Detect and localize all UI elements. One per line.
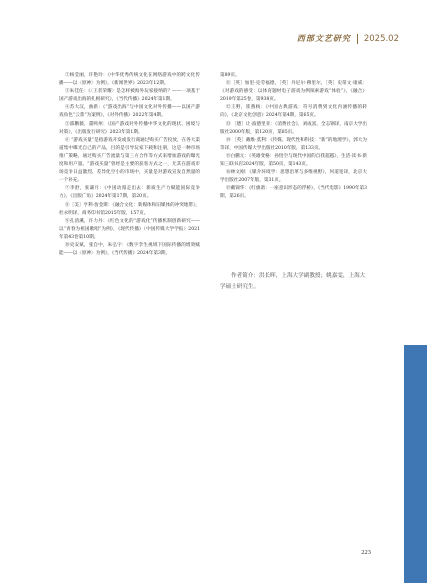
side-color-bar [404, 345, 427, 583]
reference-item: ⑫王野，崔燕杨：《中国古典游戏：符号消费到文化内涵传播的转向》，《北京文化创意》2024年第4期，第65页。 [220, 105, 367, 119]
reference-item: ⑤邵鹏薇，董鸣州：《国产游戏对外传播中华文化的现状、困境与对策》，《出版发行研究》2023年第1期。 [59, 121, 200, 135]
reference-item: ⑨孔清溪，许力丹：《红色文化的“游戏化”传播机制创新研究——以“青春为祖国歌唱”为例》，《现代传播》（中国传媒大学学报）2021年第43卷第10期。 [59, 218, 200, 240]
reference-item: ⑥ “游戏买量”是指游戏开发或发行商通过购买广告投放，在各大渠道集中曝光自己的产品，目的是引导玩家下载和注册，这是一种市场推广策略，通过购买广告流量与第三方合作等方式来增加游戏的曝光度和用户量。“游戏买量”曾经是主要的获客方式之一，尤其在游戏市场竞争日益激烈、差异化空小的市场中，买量是对游戏宣发自然量的一个补充。 [59, 137, 200, 184]
reference-item: ⑪［英］加里·克劳福德，［英］丹尼尔·穆里尔，［英］史蒂文·康威：《对游戏的感受：以体育题材电子游戏为例探索游戏“体验”》，《融合》2019年第25卷，第938页。 [220, 81, 367, 103]
reference-item: ⑯林文刚：《媒介环境学：思想沿革与多维视野》，何道宽译，北京大学出版社2007年版，第31页。 [220, 170, 367, 184]
reference-continuation: 第89页。 [220, 73, 240, 78]
references-right-column [220, 72, 367, 202]
reference-item: ⑧［美］亨利·詹金斯：《融合文化：新媒体和旧媒体的冲突地带》，杜永明译，商务印书馆2015年版，157页。 [59, 202, 200, 216]
reference-item: ⑰戴锦华：《红旗谱：一座意识形态的浮桥》，《当代电影》1990年第3期，第26页。 [220, 186, 367, 200]
page-number: 223 [361, 549, 371, 556]
reference-item: ⑭ ［英］戴维·莫利：《传媒、现代性和科技：“新”的地理学》，郭大为等译，中国传媒大学出版社2010年版，第133页。 [220, 137, 367, 151]
reference-item: ⑦李舒，张谦月：《中国动漫走出去：新质生产力赋能国际竞争力》，《出版广角》2024年第17期，第20页。 [59, 186, 200, 200]
reference-item: ⑩史安斌，张自中，朱弘宇：《数字孪生视域下国际传播的增效赋能——以〈原神〉为例》，《当代传播》2024年第3期， [59, 242, 200, 257]
issue-number: 2025.02 [363, 33, 399, 44]
author-note: 作者简介：洪长晖，上海大学副教授；姚嘉雯，上海大学硕士研究生。 [220, 273, 366, 290]
reference-item: ③朱佳任：《〈王者荣耀〉是怎样被海外玩家接纳的？——一项基于国产游戏出海的扎根研究》，《当代传播》2024年第1期。 [59, 89, 200, 103]
running-header [297, 33, 399, 44]
reference-item: ④苏大汉，曲新：《“游戏出海”与中国文化对外传播——以国产游戏角色“云堇”为案例》，《对外传播》2022年第4期。 [59, 105, 200, 119]
references-left-column [59, 72, 200, 258]
reference-item: ⑮白鹏元：《英雄变格：孙悟空与现代中国的自我超越》，生活·读书·新知三联书店2024年版，第50页，第143页。 [220, 153, 367, 168]
reference-item: ②杨莹丽，许艳玲：《中华优秀传统文化在网络游戏中的跨文化传播——以〈原神〉为例》，《新闻世界》2023年12期。 [59, 73, 200, 87]
journal-name: 西部文艺研究 [296, 33, 351, 43]
reference-item: ⑬ ［德］让·波德里亚：《消费社会》，刘成富，全志钢译，南京大学出版社2000年版，第120页，第85页。 [220, 121, 367, 135]
header-divider [357, 34, 358, 44]
